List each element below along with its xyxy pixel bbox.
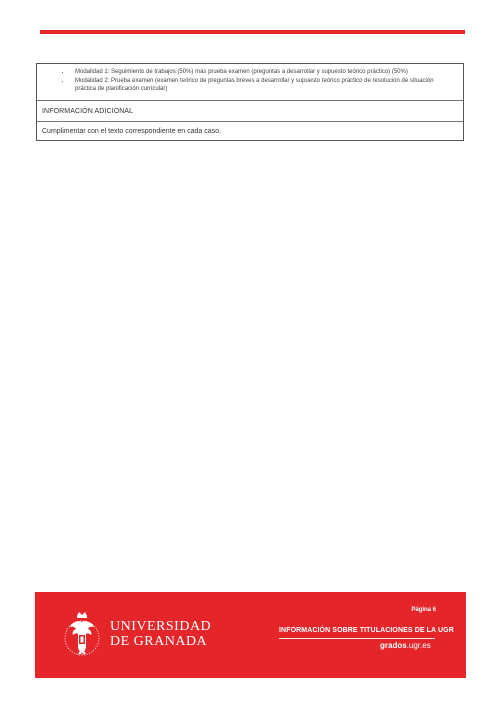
evaluation-list [37, 64, 463, 100]
evaluation-item-2: • Modalidad 2: Prueba examen (examen teórico de preguntas breves a desarrollar y supuesto teórico práctico de resolución de situación práctica de planificación curricular) [71, 77, 453, 94]
header-rule [40, 30, 465, 34]
page-number: Página 6 [411, 607, 436, 613]
university-seal-logo [63, 610, 101, 660]
degrees-info-rule [279, 638, 435, 639]
university-name [110, 619, 211, 649]
university-name-line1: UNIVERSIDAD [110, 619, 212, 634]
university-name-line2: DE GRANADA [110, 634, 208, 649]
page-footer [35, 592, 466, 678]
additional-info-body-row [37, 121, 463, 140]
evaluation-row [37, 64, 463, 100]
additional-info-body: Cumplimentar con el texto correspondiente en cada caso. [42, 127, 221, 135]
degrees-url-rest: .ugr.es [406, 641, 431, 650]
degrees-url-bold: grados [380, 641, 407, 650]
degrees-info-title: INFORMACIÓN SOBRE TITULACIONES DE LA UGR [279, 627, 454, 634]
degrees-url[interactable] [380, 641, 431, 650]
additional-info-heading-row [37, 100, 463, 121]
guide-table [36, 63, 464, 141]
additional-info-heading: INFORMACIÓN ADICIONAL [42, 107, 134, 115]
evaluation-item-1: • Modalidad 1: Seguimiento de trabajos (50%) más prueba examen (preguntas a desarrollar y supuesto teórico práctico) (50%) [71, 68, 453, 77]
